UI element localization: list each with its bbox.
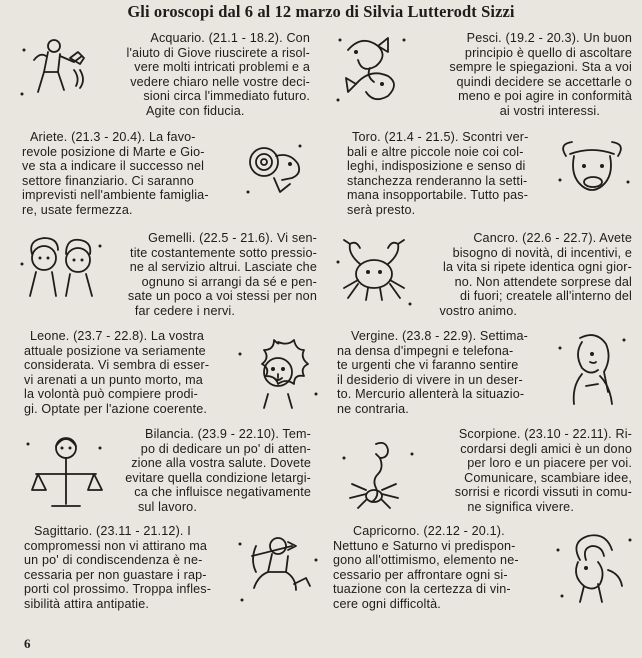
taurus-icon — [552, 138, 634, 202]
text-line: di fuori; createle all'interno del — [459, 289, 632, 304]
text-line: na densa d'impegni e telefona- — [337, 343, 514, 358]
text-line: Toro. (21.4 - 21.5). Scontri ver- — [352, 130, 529, 144]
aries-icon — [234, 138, 310, 200]
text-line: bisogno di novità, di incentivi, e — [452, 245, 632, 260]
text-line: tuazione con la certezza di vin- — [333, 582, 511, 597]
text-line: sibilità attira antipatie. — [24, 596, 150, 611]
text-line: sioni circa l'immediato futuro. — [143, 89, 310, 104]
sign-scorpione — [455, 427, 632, 515]
text-line: Capricorno. (22.12 - 20.1). — [353, 524, 505, 538]
text-line: mana insopportabile. Tutto pas- — [347, 188, 529, 203]
text-line: sate un poco a voi stessi per non — [127, 289, 317, 304]
sign-cancro — [439, 231, 632, 319]
page-number: 6 — [24, 636, 31, 651]
text-line: revole posizione di Marte e Gio- — [22, 144, 205, 159]
text-line: porti col prossimo. Troppa infles- — [24, 582, 212, 597]
sign-toro — [347, 130, 528, 218]
text-line: sempre le spiegazioni. Sta a voi — [449, 60, 632, 75]
text-line: Nettuno e Saturno vi predispon- — [333, 538, 516, 553]
page-title: Gli oroscopi dal 6 al 12 marzo di Silvia Lutterodt Sizzi — [127, 2, 515, 21]
text-line: Bilancia. (23.9 - 22.10). Tem- — [145, 427, 311, 441]
text-line: ne contraria. — [337, 401, 409, 416]
text-line: settore finanziario. Ci saranno — [22, 173, 194, 188]
text-line: Sagittario. (23.11 - 21.12). I — [34, 524, 191, 538]
sign-acquario — [127, 31, 310, 119]
text-line: gono all'ottimismo, elemento ne- — [333, 553, 519, 568]
text-line: vere molti intricati problemi e a — [134, 60, 310, 75]
sign-leone — [24, 329, 209, 417]
text-line: tite costantemente sotto pressio- — [130, 245, 317, 260]
text-line: te urgenti che vi faranno sentire — [337, 358, 519, 373]
text-line: l'aiuto di Giove riuscirete a risol- — [126, 45, 310, 60]
pisces-icon — [330, 30, 414, 112]
scorpio-icon — [336, 436, 420, 512]
text-line: ognuno si arrangi da sé e pen- — [141, 274, 317, 289]
sign-bilancia — [125, 427, 311, 515]
leo-icon — [234, 334, 322, 416]
text-line: sul lavoro. — [137, 499, 197, 514]
text-line: sorrisi e ricordi vissuti in comu- — [454, 485, 632, 500]
sign-pesci — [449, 31, 632, 119]
text-line: Ariete. (21.3 - 20.4). La favo- — [30, 130, 196, 144]
text-line: la vita si ripete identica ogni gior- — [443, 260, 632, 275]
text-line: Agite con fiducia. — [145, 103, 245, 118]
sign-ariete — [22, 130, 209, 218]
text-line: cere ogni difficoltà. — [333, 596, 441, 611]
text-line: meno e poi agire in conformità — [458, 89, 632, 104]
sign-capricorno — [333, 524, 519, 612]
text-line: leghi, indisposizione e senso di — [347, 159, 526, 174]
text-line: far cedere i nervi. — [134, 303, 235, 318]
text-line: Gemelli. (22.5 - 21.6). Vi sen- — [148, 231, 317, 245]
text-line: stanchezza renderanno la setti- — [347, 173, 528, 188]
text-line: Vergine. (23.8 - 22.9). Settima- — [351, 329, 528, 343]
virgo-icon — [546, 330, 632, 414]
text-line: cessario per affrontare ogni si- — [333, 567, 508, 582]
text-line: vi arenati a un punto morto, ma — [24, 372, 203, 387]
capricorn-icon — [550, 530, 636, 610]
text-line: ca che influisce negativamente — [134, 485, 311, 500]
text-line: considerata. Vi sembra di esser- — [24, 358, 210, 373]
text-line: la volontà può compiere prodi- — [24, 387, 198, 402]
text-line: ne al servizio altrui. Lasciate che — [129, 260, 317, 275]
text-line: no. Non attendete sorprese dal — [454, 274, 632, 289]
text-line: Scorpione. (23.10 - 22.11). Ri- — [458, 427, 632, 441]
text-line: ai vostri interessi. — [499, 103, 600, 118]
text-line: evitare quella condizione letargi- — [125, 470, 311, 485]
text-line: attuale posizione va seriamente — [24, 343, 206, 358]
text-line: Leone. (23.7 - 22.8). La vostra — [30, 329, 205, 343]
text-line: cordarsi degli amici è un dono — [460, 441, 632, 456]
text-line: ve sta a indicare il successo nel — [22, 159, 205, 174]
text-line: re, usate fermezza. — [22, 202, 133, 217]
text-line: un po' di condiscendenza è ne- — [24, 553, 203, 568]
text-line: Comunicare, scambiare idee, — [464, 470, 632, 485]
sign-sagittario — [24, 524, 211, 612]
text-line: Acquario. (21.1 - 18.2). Con — [150, 31, 310, 45]
text-line: per loro e un piacere per voi. — [467, 456, 632, 471]
text-line: zione alla vostra salute. Dovete — [131, 456, 311, 471]
text-line: principio è quello di ascoltare — [464, 45, 632, 60]
text-line: po di dedicare un po' di atten- — [140, 441, 311, 456]
text-line: il desiderio di vivere in un deser- — [337, 372, 523, 387]
text-line: bali e altre piccole noie coi col- — [347, 144, 524, 159]
text-line: vedere chiaro nelle vostre deci- — [130, 74, 310, 89]
text-line: quindi decidere se accettarle o — [456, 74, 632, 89]
text-line: imprevisti nell'ambiente famiglia- — [22, 188, 209, 203]
text-line: cessaria per non guastare i rap- — [24, 567, 207, 582]
text-line: Pesci. (19.2 - 20.3). Un buon — [466, 31, 632, 45]
text-line: Cancro. (22.6 - 22.7). Avete — [473, 231, 632, 245]
aquarius-icon — [14, 32, 92, 102]
sign-gemelli — [128, 231, 317, 319]
text-line: gi. Optate per l'azione coerente. — [24, 401, 208, 416]
sagittarius-icon — [232, 530, 324, 610]
gemini-icon — [14, 232, 106, 302]
text-line: compromessi non vi attirano ma — [24, 538, 207, 553]
text-line: vostro animo. — [439, 303, 517, 318]
text-line: serà presto. — [347, 202, 416, 217]
sign-vergine — [337, 329, 528, 417]
text-line: ne significa vivere. — [467, 499, 574, 514]
libra-icon — [22, 432, 106, 516]
cancer-icon — [330, 234, 418, 314]
text-line: to. Mercurio allenterà la situazio- — [337, 387, 525, 402]
